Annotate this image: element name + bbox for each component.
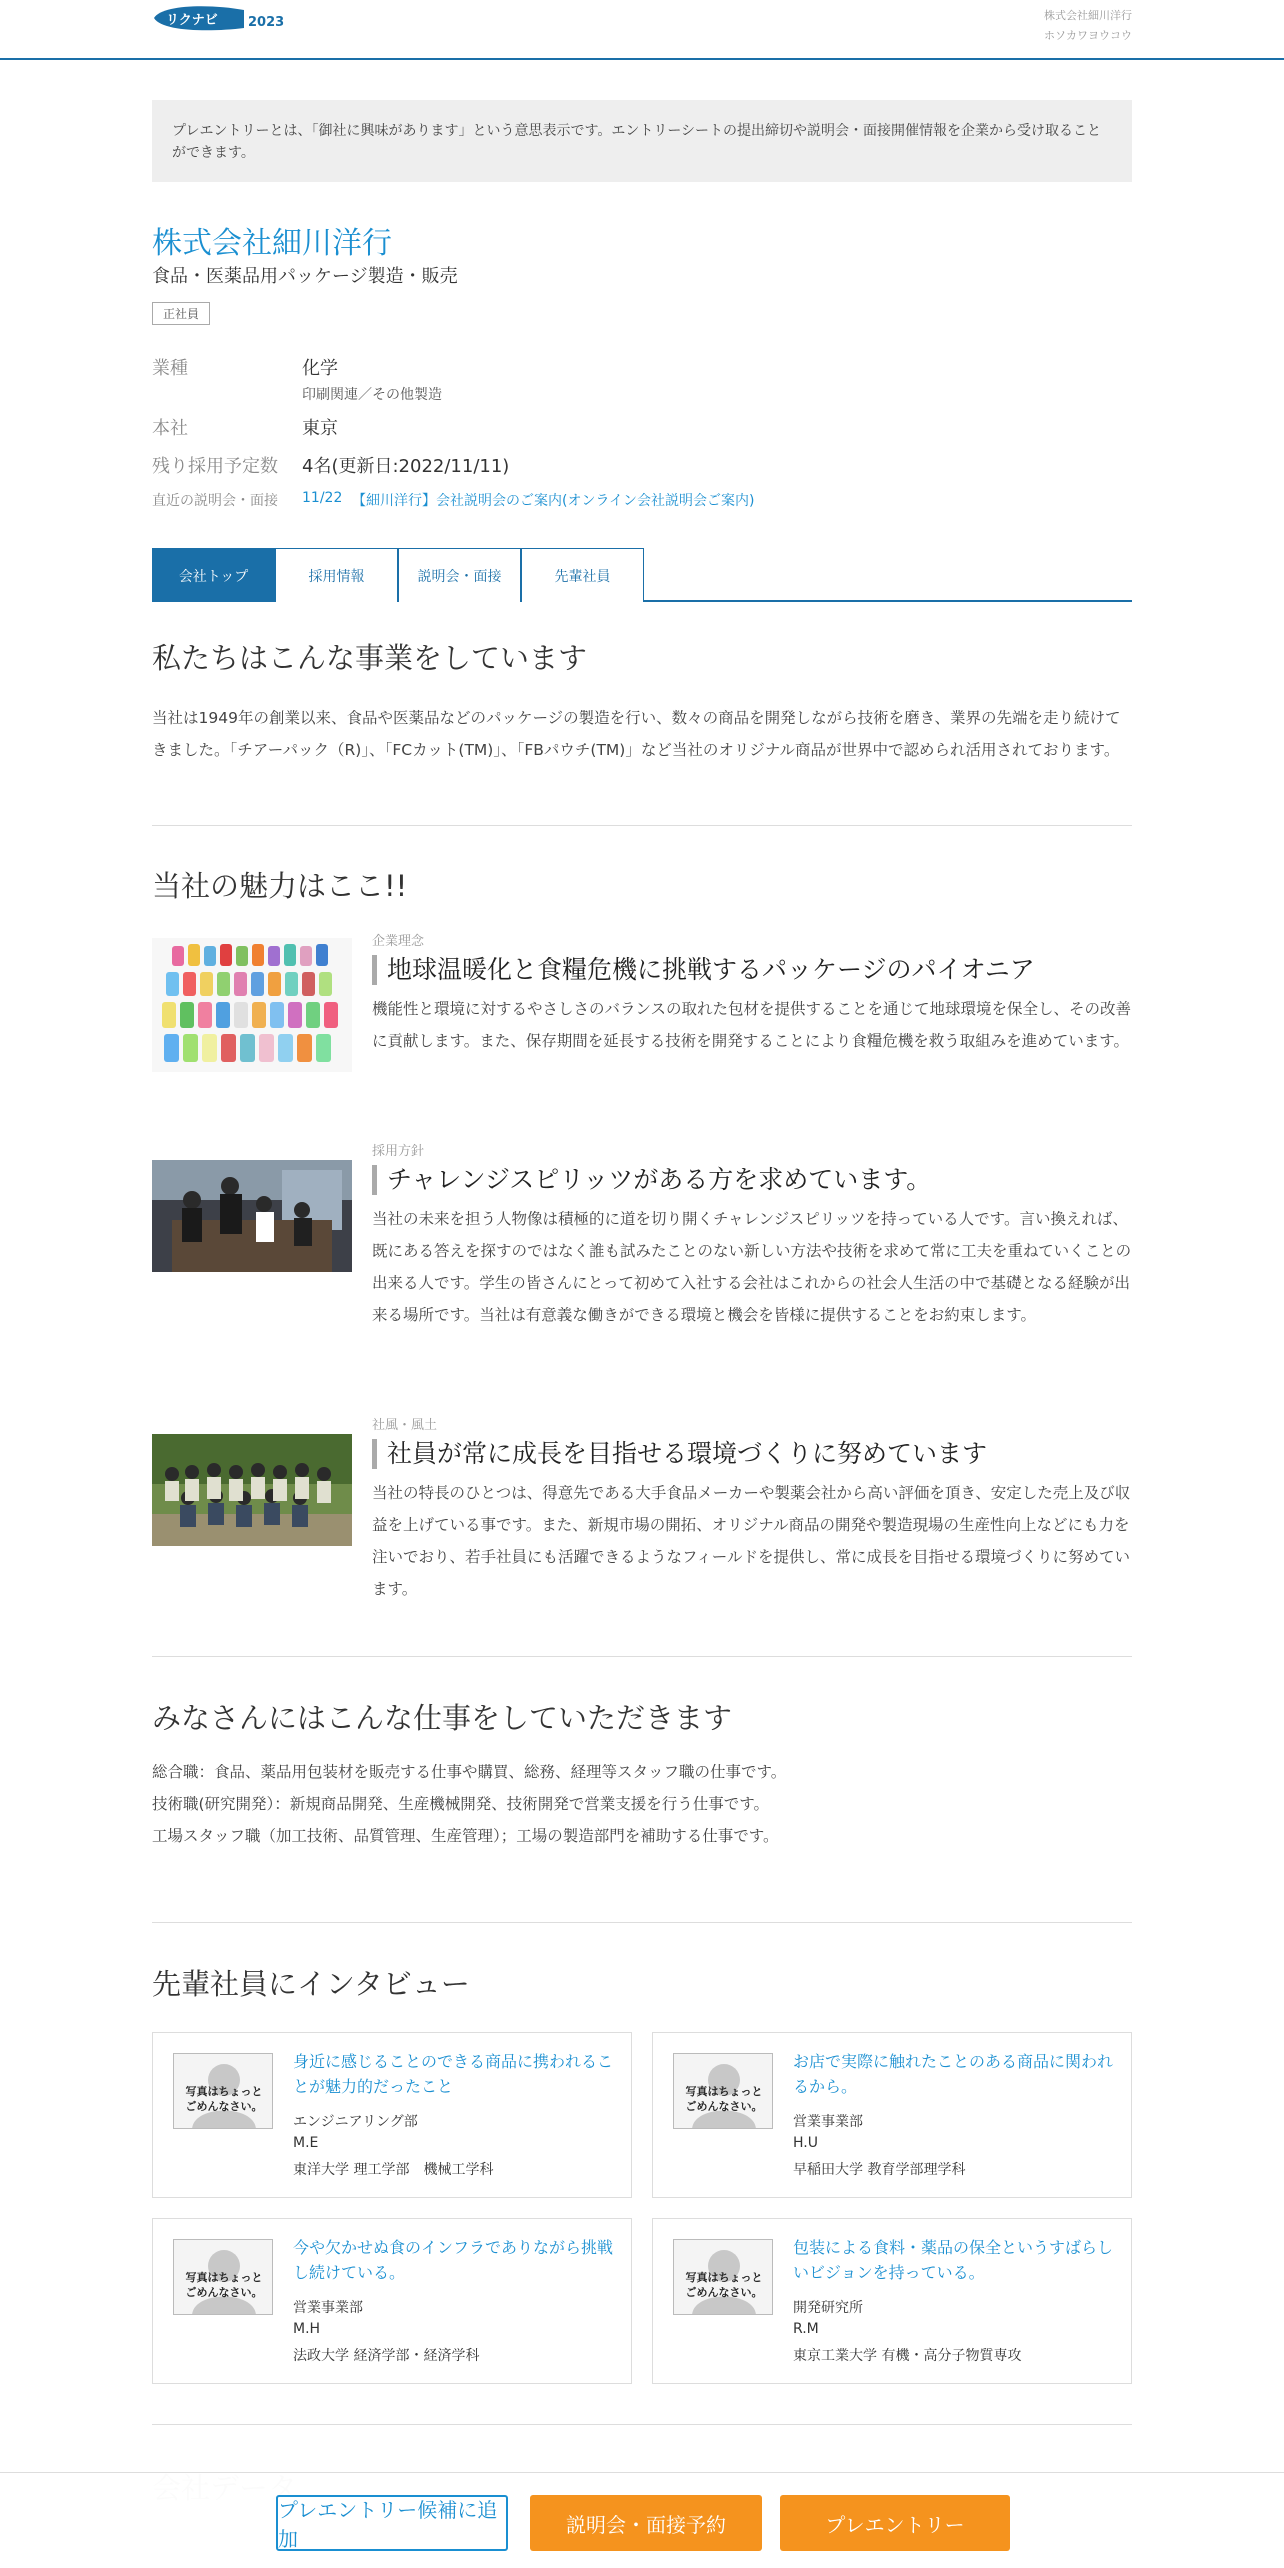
- point-title: 地球温暖化と食糧危機に挑戦するパッケージのパイオニア: [372, 955, 1132, 985]
- seminar-date[interactable]: 11/22: [302, 490, 343, 506]
- office-photo: [152, 1160, 352, 1272]
- pre-entry-notice: プレエントリーとは、「御社に興味があります」という意思表示です。エントリーシートの提出締切や説明会・面接開催情報を企業から受け取ることができます。: [152, 100, 1132, 182]
- interview-title[interactable]: 包装による食料・薬品の保全というすばらしいビジョンを持っている。: [793, 2238, 1114, 2282]
- divider: [152, 1656, 1132, 1657]
- point-category: 企業理念: [372, 934, 425, 949]
- placeholder-text: 写真はちょっと ごめんなさい。: [185, 2271, 263, 2299]
- interview-title[interactable]: 身近に感じることのできる商品に携われることが魅力的だったこと: [293, 2052, 614, 2096]
- industry-label: 業種: [152, 358, 188, 379]
- point-title: 社員が常に成長を目指せる環境づくりに努めています: [372, 1439, 1132, 1469]
- remaining-label: 残り採用予定数: [152, 456, 278, 477]
- tab-recruit-info[interactable]: 採用情報: [275, 548, 398, 602]
- industry-sub: 印刷関連／その他製造: [302, 387, 442, 403]
- company-subtitle: 食品・医薬品用パッケージ製造・販売: [152, 266, 458, 287]
- product-photo: [152, 938, 352, 1072]
- work-body: [152, 1756, 1132, 1852]
- interview-card[interactable]: [652, 2032, 1132, 2198]
- company-name: 株式会社細川洋行: [152, 226, 392, 261]
- point-category: 社風・風土: [372, 1418, 438, 1433]
- appeal-point-1: [372, 930, 1132, 1057]
- seminar-label: 直近の説明会・面接: [152, 493, 278, 509]
- interview-school: 早稲田大学 教育学部理学科: [793, 2162, 966, 2178]
- interview-school: 法政大学 経済学部・経済学科: [293, 2348, 480, 2364]
- interview-school: 東京工業大学 有機・高分子物質専攻: [793, 2348, 1022, 2364]
- tab-company-top[interactable]: 会社トップ: [152, 548, 275, 602]
- header-company-kana: ホソカワヨウコウ: [1044, 29, 1132, 42]
- appeal-point-3: [372, 1414, 1132, 1605]
- seminar-link[interactable]: 【細川洋行】会社説明会のご案内(オンライン会社説明会ご案内): [352, 493, 755, 509]
- business-heading: 私たちはこんな事業をしています: [152, 641, 588, 675]
- interview-dept: エンジニアリング部: [293, 2114, 418, 2130]
- interview-dept: 営業事業部: [793, 2114, 863, 2130]
- rikunabi-logo[interactable]: [152, 2, 302, 34]
- appeal-heading: 当社の魅力はここ!!: [152, 869, 408, 903]
- placeholder-text: 写真はちょっと ごめんなさい。: [185, 2085, 263, 2113]
- divider: [152, 825, 1132, 826]
- svg-text:2023: 2023: [248, 15, 285, 30]
- divider: [152, 1922, 1132, 1923]
- appeal-point-2: [372, 1140, 1132, 1331]
- work-line: 技術職(研究開発）：新規商品開発、生産機械開発、技術開発で営業支援を行う仕事です。: [152, 1795, 770, 1813]
- hq-label: 本社: [152, 418, 188, 439]
- entry-action-bar: [0, 2472, 1284, 2568]
- interview-title[interactable]: 今や欠かせぬ食のインフラでありながら挑戦し続けている。: [293, 2238, 614, 2282]
- point-title: チャレンジスピリッツがある方を求めています。: [372, 1165, 1132, 1195]
- work-line: 総合職：食品、薬品用包装材を販売する仕事や購買、総務、経理等スタッフ職の仕事です。: [152, 1763, 787, 1781]
- site-header: [0, 0, 1284, 60]
- avatar-placeholder: [173, 2053, 273, 2129]
- tab-senior-staff[interactable]: 先輩社員: [521, 548, 644, 602]
- add-pre-entry-candidate-button[interactable]: プレエントリー候補に追加: [276, 2495, 508, 2551]
- business-body: 当社は1949年の創業以来、食品や医薬品などのパッケージの製造を行い、数々の商品を開発しながら技術を磨き、業界の先端を走り続けてきました。「チアーパック（R)」、「FCカット(TM)」、「FBパウチ(TM)」など当社のオリジナル商品が世界中で認められ活用されております。: [152, 709, 1121, 759]
- placeholder-text: 写真はちょっと ごめんなさい。: [685, 2085, 763, 2113]
- tab-seminar[interactable]: 説明会・面接: [398, 548, 521, 602]
- interview-card[interactable]: [152, 2218, 632, 2384]
- interview-initials: R.M: [793, 2321, 819, 2337]
- seminar-reserve-button[interactable]: 説明会・面接予約: [530, 2495, 762, 2551]
- point-body: 当社の未来を担う人物像は積極的に道を切り開くチャレンジスピリッツを持っている人です。言い換えれば、既にある答えを探すのではなく誰も試みたことのない新しい方法や技術を求めて常に工夫を重ねていくことの出来る人です。学生の皆さんにとって初めて入社する会社はこれからの社会人生活の中で基礎となる経験が出来る場所です。当社は有意義な働きができる環境と機会を皆様に提供することをお約束します。: [372, 1210, 1132, 1324]
- interview-dept: 開発研究所: [793, 2300, 863, 2316]
- hq-value: 東京: [302, 418, 338, 439]
- avatar-placeholder: [673, 2239, 773, 2315]
- remaining-value: 4名(更新日:2022/11/11): [302, 456, 510, 477]
- placeholder-text: 写真はちょっと ごめんなさい。: [685, 2271, 763, 2299]
- interview-school: 東洋大学 理工学部 機械工学科: [293, 2162, 494, 2178]
- interview-initials: M.E: [293, 2135, 319, 2151]
- employment-type-badge: 正社員: [152, 302, 210, 325]
- interview-initials: M.H: [293, 2321, 321, 2337]
- avatar-placeholder: [673, 2053, 773, 2129]
- interview-initials: H.U: [793, 2135, 818, 2151]
- interview-card[interactable]: [652, 2218, 1132, 2384]
- work-heading: みなさんにはこんな仕事をしていただきます: [152, 1701, 733, 1735]
- industry-value: 化学: [302, 358, 338, 379]
- interview-title[interactable]: お店で実際に触れたことのある商品に関われるから。: [793, 2052, 1114, 2096]
- header-company-info: [1044, 6, 1132, 46]
- work-line: 工場スタッフ職（加工技術、品質管理、生産管理）；工場の製造部門を補助する仕事です。: [152, 1827, 779, 1845]
- header-company-name: 株式会社細川洋行: [1044, 9, 1132, 22]
- point-body: 機能性と環境に対するやさしさのバランスの取れた包材を提供することを通じて地球環境を保全し、その改善に貢献します。また、保存期間を延長する技術を開発することにより食糧危機を救う取組みを進めています。: [372, 1000, 1132, 1050]
- point-body: 当社の特長のひとつは、得意先である大手食品メーカーや製薬会社から高い評価を頂き、安定した売上及び収益を上げている事です。また、新規市場の開拓、オリジナル商品の開発や製造現場の生産性向上などにも力を注いでおり、若手社員にも活躍できるようなフィールドを提供し、常に成長を目指せる環境づくりに努めています。: [372, 1484, 1131, 1598]
- interview-dept: 営業事業部: [293, 2300, 363, 2316]
- company-tabs: [152, 548, 1132, 602]
- interview-card[interactable]: [152, 2032, 632, 2198]
- pre-entry-button[interactable]: プレエントリー: [780, 2495, 1010, 2551]
- divider: [152, 2424, 1132, 2425]
- avatar-placeholder: [173, 2239, 273, 2315]
- svg-text:リクナビ: リクナビ: [166, 13, 218, 28]
- group-photo: [152, 1434, 352, 1546]
- interview-heading: 先輩社員にインタビュー: [152, 1967, 470, 2001]
- point-category: 採用方針: [372, 1144, 425, 1159]
